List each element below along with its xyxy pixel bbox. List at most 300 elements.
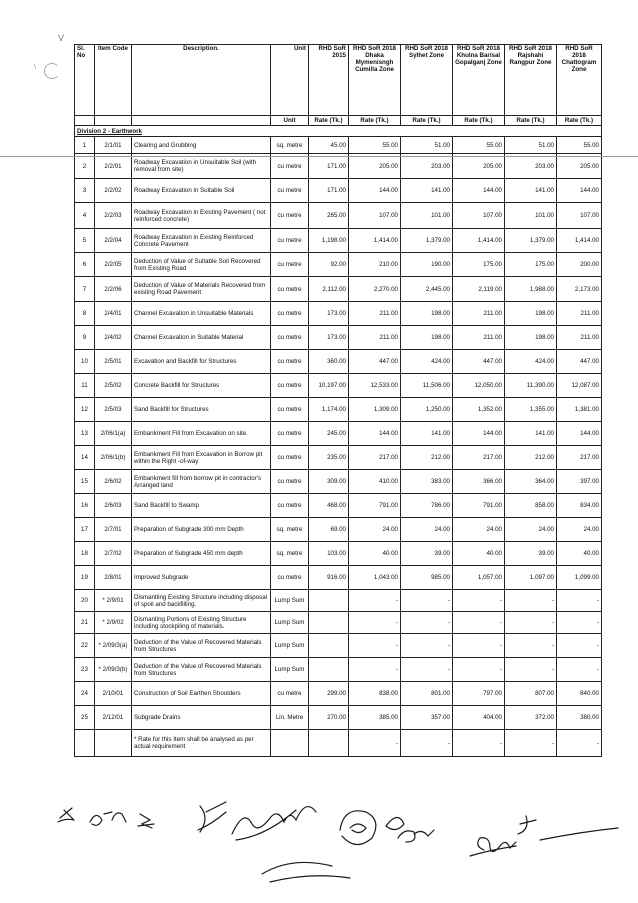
table-row — [75, 398, 602, 422]
row-rate-khulna: 40.00 — [453, 542, 505, 566]
table-row — [75, 203, 602, 229]
row-sl-no: 22 — [75, 634, 95, 658]
row-rate-dhaka: 211.00 — [349, 326, 401, 350]
row-description: Improved Subgrade — [132, 566, 271, 590]
row-unit — [271, 730, 309, 757]
signatures-area — [0, 800, 638, 903]
row-rate-sylhet: 51.00 — [401, 137, 453, 154]
table-row — [75, 350, 602, 374]
row-rate-rajshahi: - — [505, 590, 557, 612]
row-description: Embankment Fill from Excavation on site. — [132, 422, 271, 446]
row-rate-dhaka: - — [349, 612, 401, 634]
row-sl-no: 23 — [75, 658, 95, 682]
row-unit: cu metre — [271, 326, 309, 350]
row-item-code: * 2/9/01 — [95, 590, 132, 612]
row-rate-khulna: - — [453, 658, 505, 682]
row-unit: sq. metre — [271, 137, 309, 154]
row-rate-khulna: 366.00 — [453, 470, 505, 494]
row-description: * Rate for this Item shall be analysed as per actual requirement — [132, 730, 271, 757]
table-row — [75, 302, 602, 326]
row-rate-sylhet: 141.00 — [401, 179, 453, 203]
row-rate-2015 — [309, 612, 349, 634]
row-rate-sylhet: 1,250.00 — [401, 398, 453, 422]
row-item-code: 2/06/1(a) — [95, 422, 132, 446]
row-rate-khulna: 791.00 — [453, 494, 505, 518]
row-rate-chattogram: 397.00 — [557, 470, 602, 494]
subheader-rate: Rate (Tk.) — [557, 116, 602, 126]
row-description: Embankment Fill from Excavation in Borrow pit within the Right -of-way — [132, 446, 271, 470]
row-unit: cu metre — [271, 179, 309, 203]
row-description: Channel Excavation in Unsuitable Materials — [132, 302, 271, 326]
row-unit: Lump Sum — [271, 634, 309, 658]
row-rate-khulna: 144.00 — [453, 179, 505, 203]
signature-mark — [518, 816, 618, 840]
table-row — [75, 634, 602, 658]
row-description: Preparation of Subgrade 300 mm Depth — [132, 518, 271, 542]
row-rate-dhaka: 55.00 — [349, 137, 401, 154]
signature-mark — [470, 838, 516, 856]
row-rate-sylhet: 24.00 — [401, 518, 453, 542]
row-rate-2015: 360.00 — [309, 350, 349, 374]
table-row — [75, 154, 602, 179]
row-rate-rajshahi: 141.00 — [505, 179, 557, 203]
row-unit: cu metre — [271, 253, 309, 277]
table-row — [75, 706, 602, 730]
row-rate-dhaka: - — [349, 590, 401, 612]
row-rate-dhaka: 24.00 — [349, 518, 401, 542]
row-rate-dhaka: 144.00 — [349, 422, 401, 446]
row-rate-khulna: 2,119.00 — [453, 277, 505, 302]
row-item-code: 2/2/03 — [95, 203, 132, 229]
row-rate-chattogram: 1,099.00 — [557, 566, 602, 590]
table-row — [75, 542, 602, 566]
row-rate-2015: 92.00 — [309, 253, 349, 277]
row-rate-khulna: 175.00 — [453, 253, 505, 277]
row-sl-no: 9 — [75, 326, 95, 350]
row-description: Dismanting Portions of Existing Structure including stockpiling of materials. — [132, 612, 271, 634]
signature-mark — [58, 808, 74, 822]
row-rate-chattogram: 1,414.00 — [557, 229, 602, 253]
row-rate-2015: 1,174.00 — [309, 398, 349, 422]
row-rate-dhaka: 12,533.00 — [349, 374, 401, 398]
row-rate-dhaka: 107.00 — [349, 203, 401, 229]
row-rate-dhaka: 205.00 — [349, 154, 401, 179]
header-sylhet-zone: RHD SoR 2018 Sylhet Zone — [401, 45, 453, 116]
row-rate-rajshahi: 198.00 — [505, 326, 557, 350]
row-sl-no: 21 — [75, 612, 95, 634]
row-description: Roadway Excavation in Existing Reinforced Concrete Pavement — [132, 229, 271, 253]
row-rate-dhaka: 791.00 — [349, 494, 401, 518]
row-item-code: 2/8/01 — [95, 566, 132, 590]
row-rate-khulna: 447.00 — [453, 350, 505, 374]
row-description: Excavation and Backfill for Structures — [132, 350, 271, 374]
signature-mark — [138, 814, 154, 828]
row-rate-khulna: 1,414.00 — [453, 229, 505, 253]
row-rate-sylhet: 2,445.00 — [401, 277, 453, 302]
row-description: Roadway Excavation in Existing Pavement ( not reinforced concrete) — [132, 203, 271, 229]
row-rate-khulna: 24.00 — [453, 518, 505, 542]
row-item-code: 2/12/01 — [95, 706, 132, 730]
row-rate-sylhet: 190.00 — [401, 253, 453, 277]
row-item-code: 2/5/03 — [95, 398, 132, 422]
row-rate-rajshahi: 11,390.00 — [505, 374, 557, 398]
row-rate-chattogram: 24.00 — [557, 518, 602, 542]
row-rate-2015: 69.00 — [309, 518, 349, 542]
table-row — [75, 730, 602, 757]
subheader-rate: Rate (Tk.) — [309, 116, 349, 126]
row-sl-no: 2 — [75, 154, 95, 179]
row-description: Preparation of Subgrade 450 mm depth — [132, 542, 271, 566]
row-sl-no: 6 — [75, 253, 95, 277]
row-rate-sylhet: 801.00 — [401, 682, 453, 706]
row-sl-no: 1 — [75, 137, 95, 154]
division-title: Division 2 - Earthwork — [77, 127, 142, 135]
row-rate-rajshahi: 372.00 — [505, 706, 557, 730]
row-rate-2015: 171.00 — [309, 179, 349, 203]
table-row — [75, 326, 602, 350]
row-unit: cu metre — [271, 470, 309, 494]
row-rate-2015: 265.00 — [309, 203, 349, 229]
row-rate-chattogram: 211.00 — [557, 302, 602, 326]
row-rate-2015 — [309, 634, 349, 658]
row-unit: cu metre — [271, 277, 309, 302]
subheader-unit: Unit — [271, 116, 309, 126]
row-rate-rajshahi: 212.00 — [505, 446, 557, 470]
row-rate-sylhet: 985.00 — [401, 566, 453, 590]
row-rate-dhaka: 385.00 — [349, 706, 401, 730]
row-rate-rajshahi: 141.00 — [505, 422, 557, 446]
row-rate-dhaka: 211.00 — [349, 302, 401, 326]
row-rate-khulna: - — [453, 612, 505, 634]
table-row — [75, 590, 602, 612]
row-rate-2015: 235.00 — [309, 446, 349, 470]
row-rate-chattogram: - — [557, 612, 602, 634]
row-unit: cu metre — [271, 422, 309, 446]
row-rate-chattogram: 200.00 — [557, 253, 602, 277]
row-rate-chattogram: 205.00 — [557, 154, 602, 179]
header-khulna-zone: RHD SoR 2018 Khulna Barisal Gopalganj Zone — [453, 45, 505, 116]
row-sl-no: 12 — [75, 398, 95, 422]
row-sl-no: 11 — [75, 374, 95, 398]
row-description: Deduction of Value of Materials Recovered from existing Road Pavement — [132, 277, 271, 302]
header-item-code: Item Code — [95, 45, 132, 116]
row-rate-dhaka: 40.00 — [349, 542, 401, 566]
row-sl-no: 8 — [75, 302, 95, 326]
row-rate-chattogram: 211.00 — [557, 326, 602, 350]
row-sl-no: 15 — [75, 470, 95, 494]
signature-mark — [198, 802, 226, 832]
row-rate-rajshahi: 39.00 — [505, 542, 557, 566]
row-description: Sand Backfill to Swamp — [132, 494, 271, 518]
row-rate-sylhet: 357.00 — [401, 706, 453, 730]
row-rate-chattogram: 2,173.00 — [557, 277, 602, 302]
table-row — [75, 682, 602, 706]
table-row — [75, 179, 602, 203]
header-unit: Unit — [271, 45, 309, 116]
table-row — [75, 229, 602, 253]
row-sl-no — [75, 730, 95, 757]
row-rate-chattogram: 12,087.00 — [557, 374, 602, 398]
row-rate-sylhet: 212.00 — [401, 446, 453, 470]
row-rate-dhaka: 447.00 — [349, 350, 401, 374]
row-rate-rajshahi: 175.00 — [505, 253, 557, 277]
division-row — [75, 126, 602, 137]
row-item-code — [95, 730, 132, 757]
row-item-code: * 2/09/3(b) — [95, 658, 132, 682]
row-rate-chattogram: 107.00 — [557, 203, 602, 229]
row-rate-2015: 309.00 — [309, 470, 349, 494]
row-unit: cu metre — [271, 154, 309, 179]
row-description: Concrete Backfill for Structures — [132, 374, 271, 398]
table-row — [75, 566, 602, 590]
row-unit: Lump Sum — [271, 590, 309, 612]
row-rate-dhaka: 838.00 — [349, 682, 401, 706]
row-unit: cu metre — [271, 374, 309, 398]
row-rate-sylhet: 203.00 — [401, 154, 453, 179]
row-rate-2015: 468.00 — [309, 494, 349, 518]
signature-mark — [340, 811, 404, 845]
subheader-rate: Rate (Tk.) — [453, 116, 505, 126]
row-rate-rajshahi: 51.00 — [505, 137, 557, 154]
row-unit: cu metre — [271, 229, 309, 253]
row-rate-khulna: 211.00 — [453, 302, 505, 326]
row-unit: cu metre — [271, 398, 309, 422]
row-rate-2015: 10,197.00 — [309, 374, 349, 398]
row-rate-sylhet: 141.00 — [401, 422, 453, 446]
row-rate-chattogram: 217.00 — [557, 446, 602, 470]
table-row — [75, 470, 602, 494]
row-sl-no: 10 — [75, 350, 95, 374]
row-sl-no: 7 — [75, 277, 95, 302]
row-rate-2015: 45.00 — [309, 137, 349, 154]
row-rate-2015: 916.00 — [309, 566, 349, 590]
row-rate-chattogram: - — [557, 590, 602, 612]
row-rate-khulna: - — [453, 730, 505, 757]
table-row — [75, 374, 602, 398]
row-item-code: 2/2/01 — [95, 154, 132, 179]
row-item-code: 2/06/1(b) — [95, 446, 132, 470]
row-rate-rajshahi: 1,988.00 — [505, 277, 557, 302]
subheader-rate: Rate (Tk.) — [505, 116, 557, 126]
row-rate-chattogram: - — [557, 658, 602, 682]
row-rate-chattogram: 447.00 — [557, 350, 602, 374]
row-item-code: 2/5/01 — [95, 350, 132, 374]
schedule-of-rates-table — [74, 44, 602, 757]
header-row — [75, 45, 602, 116]
row-item-code: 2/2/06 — [95, 277, 132, 302]
row-rate-khulna: 205.00 — [453, 154, 505, 179]
table-row — [75, 658, 602, 682]
row-rate-dhaka: 1,043.00 — [349, 566, 401, 590]
row-rate-dhaka: 1,414.00 — [349, 229, 401, 253]
subheader-row — [75, 116, 602, 126]
row-rate-chattogram: - — [557, 634, 602, 658]
row-rate-rajshahi: - — [505, 634, 557, 658]
row-rate-khulna: - — [453, 634, 505, 658]
header-rajshahi-zone: RHD SoR 2018 Rajshahi Rangpur Zone — [505, 45, 557, 116]
row-item-code: 2/4/02 — [95, 326, 132, 350]
margin-tick: \ — [34, 64, 36, 71]
row-rate-sylhet: 11,506.00 — [401, 374, 453, 398]
punch-hole-mark — [44, 63, 60, 79]
row-description: Dismantling Existing Structure including disposal of spoil and backfilling. — [132, 590, 271, 612]
row-sl-no: 25 — [75, 706, 95, 730]
row-description: Subgrade Drains — [132, 706, 271, 730]
row-rate-2015 — [309, 658, 349, 682]
row-rate-2015 — [309, 730, 349, 757]
table-body — [75, 137, 602, 757]
table-row — [75, 612, 602, 634]
row-description: Deduction of Value of Suitable Soil Recovered from Existing Road — [132, 253, 271, 277]
row-item-code: 2/5/02 — [95, 374, 132, 398]
row-rate-chattogram: 834.00 — [557, 494, 602, 518]
row-description: Roadway Excavation in Suitable Soil — [132, 179, 271, 203]
row-rate-khulna: 1,352.00 — [453, 398, 505, 422]
row-rate-rajshahi: - — [505, 730, 557, 757]
row-unit: Lump Sum — [271, 612, 309, 634]
row-unit: sq. metre — [271, 542, 309, 566]
subheader-rate: Rate (Tk.) — [401, 116, 453, 126]
row-item-code: 2/6/03 — [95, 494, 132, 518]
table-row — [75, 446, 602, 470]
row-item-code: 2/7/01 — [95, 518, 132, 542]
signature-mark — [90, 812, 126, 825]
row-rate-sylhet: - — [401, 658, 453, 682]
row-rate-2015: 103.00 — [309, 542, 349, 566]
row-rate-rajshahi: - — [505, 658, 557, 682]
header-chattogram-zone: RHD SoR 2018 Chattogram Zone — [557, 45, 602, 116]
row-rate-khulna: 55.00 — [453, 137, 505, 154]
row-rate-2015: 171.00 — [309, 154, 349, 179]
row-unit: cu metre — [271, 302, 309, 326]
row-description: Construction of Soil Earthen Shoulders — [132, 682, 271, 706]
row-rate-chattogram: 144.00 — [557, 179, 602, 203]
signature-mark — [232, 807, 316, 840]
row-rate-khulna: 1,057.00 — [453, 566, 505, 590]
table-row — [75, 137, 602, 154]
row-rate-khulna: 144.00 — [453, 422, 505, 446]
header-rhd-2015: RHD SoR 2015 — [309, 45, 349, 116]
row-rate-sylhet: 198.00 — [401, 326, 453, 350]
row-item-code: * 2/09/3(a) — [95, 634, 132, 658]
row-sl-no: 4 — [75, 203, 95, 229]
row-rate-chattogram: - — [557, 730, 602, 757]
row-description: Embankment fill from borrow pit in contractor's Arranged land — [132, 470, 271, 494]
row-description: Clearing and Grubbing — [132, 137, 271, 154]
table-row — [75, 494, 602, 518]
row-description: Deduction of the Value of Recovered Materials from Structures — [132, 658, 271, 682]
row-item-code: 2/2/02 — [95, 179, 132, 203]
row-sl-no: 20 — [75, 590, 95, 612]
row-sl-no: 18 — [75, 542, 95, 566]
row-description: Roadway Excavation in Unsuitable Soil (with removal from site) — [132, 154, 271, 179]
row-rate-2015: 2,112.00 — [309, 277, 349, 302]
row-rate-sylhet: - — [401, 612, 453, 634]
row-rate-2015: 270.00 — [309, 706, 349, 730]
row-sl-no: 5 — [75, 229, 95, 253]
row-description: Sand Backfill for Structures — [132, 398, 271, 422]
scan-line — [0, 156, 638, 157]
row-item-code: 2/10/01 — [95, 682, 132, 706]
row-rate-dhaka: 2,270.00 — [349, 277, 401, 302]
row-rate-dhaka: 1,309.00 — [349, 398, 401, 422]
row-rate-2015: 1,198.00 — [309, 229, 349, 253]
row-rate-khulna: 217.00 — [453, 446, 505, 470]
row-rate-sylhet: 1,379.00 — [401, 229, 453, 253]
row-unit: cu metre — [271, 446, 309, 470]
row-rate-rajshahi: 1,379.00 — [505, 229, 557, 253]
row-rate-rajshahi: 807.00 — [505, 682, 557, 706]
row-item-code: 2/2/05 — [95, 253, 132, 277]
row-item-code: 2/1/01 — [95, 137, 132, 154]
row-rate-rajshahi: 1,097.00 — [505, 566, 557, 590]
signature-mark — [398, 830, 434, 842]
row-unit: cu metre — [271, 566, 309, 590]
row-item-code: 2/4/01 — [95, 302, 132, 326]
row-rate-rajshahi: 1,355.00 — [505, 398, 557, 422]
row-rate-rajshahi: - — [505, 612, 557, 634]
row-rate-chattogram: 840.00 — [557, 682, 602, 706]
table-row — [75, 277, 602, 302]
header-dhaka-zone: RHD SoR 2018 Dhaka Mymenisngh Cumilla Zone — [349, 45, 401, 116]
row-rate-dhaka: 217.00 — [349, 446, 401, 470]
row-item-code: 2/6/02 — [95, 470, 132, 494]
row-rate-chattogram: 144.00 — [557, 422, 602, 446]
row-item-code: 2/7/02 — [95, 542, 132, 566]
row-rate-rajshahi: 364.00 — [505, 470, 557, 494]
row-item-code: 2/2/04 — [95, 229, 132, 253]
row-rate-rajshahi: 424.00 — [505, 350, 557, 374]
table-row — [75, 253, 602, 277]
row-rate-sylhet: 198.00 — [401, 302, 453, 326]
row-rate-rajshahi: 24.00 — [505, 518, 557, 542]
row-unit: sq. metre — [271, 518, 309, 542]
row-unit: cu metre — [271, 494, 309, 518]
row-unit: Lump Sum — [271, 658, 309, 682]
row-rate-dhaka: - — [349, 658, 401, 682]
row-sl-no: 17 — [75, 518, 95, 542]
row-sl-no: 3 — [75, 179, 95, 203]
row-rate-dhaka: - — [349, 634, 401, 658]
row-rate-dhaka: 410.00 — [349, 470, 401, 494]
row-sl-no: 13 — [75, 422, 95, 446]
row-rate-sylhet: - — [401, 590, 453, 612]
row-rate-2015: 173.00 — [309, 326, 349, 350]
row-unit: cu metre — [271, 682, 309, 706]
row-sl-no: 14 — [75, 446, 95, 470]
row-sl-no: 16 — [75, 494, 95, 518]
row-sl-no: 24 — [75, 682, 95, 706]
row-rate-khulna: 404.00 — [453, 706, 505, 730]
row-rate-khulna: 211.00 — [453, 326, 505, 350]
row-unit: Lin. Metre — [271, 706, 309, 730]
table-row — [75, 518, 602, 542]
row-rate-chattogram: 380.00 — [557, 706, 602, 730]
row-rate-rajshahi: 858.00 — [505, 494, 557, 518]
row-rate-khulna: - — [453, 590, 505, 612]
signature-mark — [262, 862, 350, 882]
row-unit: cu metre — [271, 350, 309, 374]
margin-mark: V — [58, 33, 65, 43]
row-unit: cu metre — [271, 203, 309, 229]
row-rate-rajshahi: 203.00 — [505, 154, 557, 179]
header-sl-no: Sl. No — [75, 45, 95, 116]
row-description: Deduction of the Value of Recovered Materials from Structures — [132, 634, 271, 658]
row-rate-dhaka: - — [349, 730, 401, 757]
row-rate-2015: 173.00 — [309, 302, 349, 326]
row-item-code: * 2/9/02 — [95, 612, 132, 634]
row-rate-khulna: 107.00 — [453, 203, 505, 229]
